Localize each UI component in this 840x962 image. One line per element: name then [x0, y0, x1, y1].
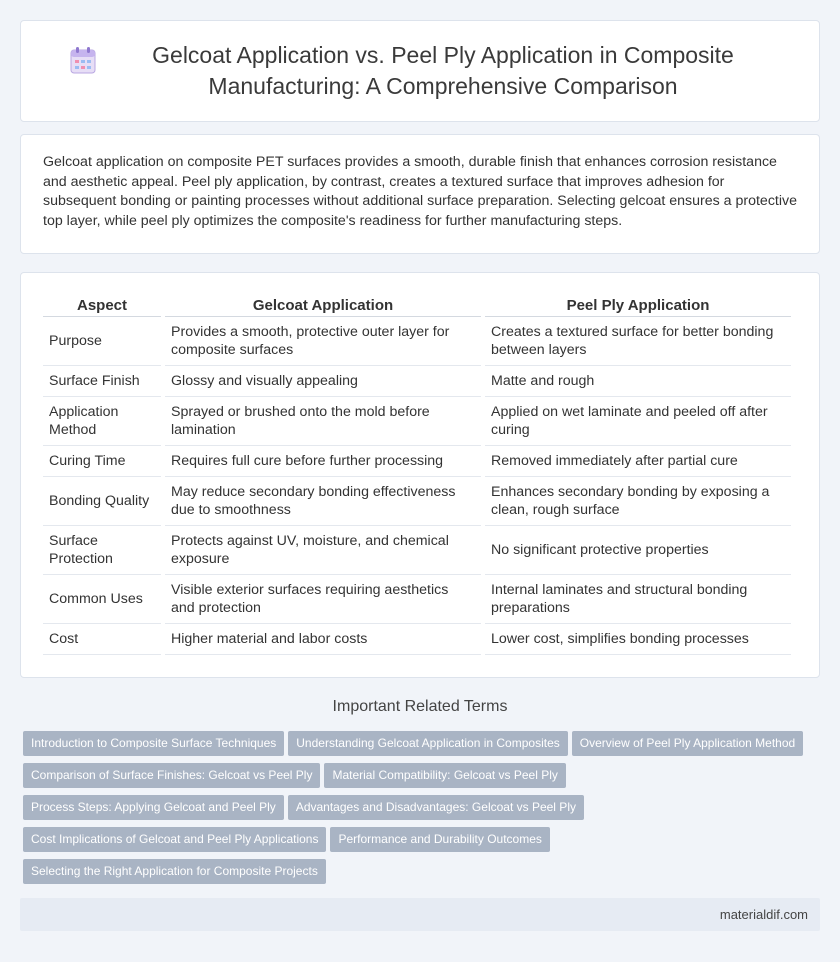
cell-gelcoat: Visible exterior surfaces requiring aesthetics and protection — [165, 575, 481, 624]
title-card — [20, 20, 820, 122]
table-row — [43, 624, 791, 655]
cell-gelcoat: Sprayed or brushed onto the mold before lamination — [165, 397, 481, 446]
cell-aspect: Cost — [43, 624, 161, 655]
cell-peel-ply: Creates a textured surface for better bonding between layers — [485, 317, 791, 366]
related-term-link[interactable]: Cost Implications of Gelcoat and Peel Ply Applications — [23, 827, 326, 852]
cell-peel-ply: Applied on wet laminate and peeled off after curing — [485, 397, 791, 446]
cell-peel-ply: Matte and rough — [485, 366, 791, 397]
cell-aspect: Bonding Quality — [43, 477, 161, 526]
footer-site-link[interactable]: materialdif.com — [719, 907, 808, 922]
page-title: Gelcoat Application vs. Peel Ply Application in Composite Manufacturing: A Comprehensive Comparison — [152, 42, 734, 99]
related-term-link[interactable]: Understanding Gelcoat Application in Composites — [288, 731, 567, 756]
cell-gelcoat: Protects against UV, moisture, and chemical exposure — [165, 526, 481, 575]
column-header-aspect: Aspect — [43, 291, 161, 317]
cell-gelcoat: May reduce secondary bonding effectiveness due to smoothness — [165, 477, 481, 526]
table-row — [43, 366, 791, 397]
table-row — [43, 317, 791, 366]
related-term-link[interactable]: Process Steps: Applying Gelcoat and Peel Ply — [23, 795, 284, 820]
cell-gelcoat: Provides a smooth, protective outer layer for composite surfaces — [165, 317, 481, 366]
table-row — [43, 477, 791, 526]
cell-peel-ply: No significant protective properties — [485, 526, 791, 575]
cell-gelcoat: Higher material and labor costs — [165, 624, 481, 655]
cell-aspect: Application Method — [43, 397, 161, 446]
cell-aspect: Surface Protection — [43, 526, 161, 575]
cell-aspect: Surface Finish — [43, 366, 161, 397]
cell-peel-ply: Enhances secondary bonding by exposing a clean, rough surface — [485, 477, 791, 526]
intro-card — [20, 134, 820, 254]
table-row — [43, 397, 791, 446]
related-term-link[interactable]: Comparison of Surface Finishes: Gelcoat vs Peel Ply — [23, 763, 320, 788]
cell-peel-ply: Lower cost, simplifies bonding processes — [485, 624, 791, 655]
intro-paragraph: Gelcoat application on composite PET surfaces provides a smooth, durable finish that enhances corrosion resistance and aesthetic appeal. Peel ply application, by contrast, creates a textured surface that improves adhesion for subsequent bonding or painting processes without additional surface preparation. Selecting gelcoat ensures a protective top layer, while peel ply optimizes the composite's readiness for further manufacturing steps. — [43, 154, 797, 229]
footer — [20, 898, 820, 931]
cell-gelcoat: Requires full cure before further processing — [165, 446, 481, 477]
related-term-link[interactable]: Advantages and Disadvantages: Gelcoat vs Peel Ply — [288, 795, 584, 820]
comparison-table — [39, 291, 795, 655]
cell-aspect: Curing Time — [43, 446, 161, 477]
table-row — [43, 575, 791, 624]
related-term-link[interactable]: Overview of Peel Ply Application Method — [572, 731, 803, 756]
cell-peel-ply: Removed immediately after partial cure — [485, 446, 791, 477]
related-term-link[interactable]: Selecting the Right Application for Composite Projects — [23, 859, 326, 884]
table-row — [43, 526, 791, 575]
related-term-link[interactable]: Material Compatibility: Gelcoat vs Peel Ply — [324, 763, 565, 788]
calendar-icon — [70, 46, 96, 74]
cell-aspect: Common Uses — [43, 575, 161, 624]
related-terms-heading: Important Related Terms — [332, 698, 508, 715]
related-terms-list — [23, 731, 823, 891]
cell-aspect: Purpose — [43, 317, 161, 366]
related-term-link[interactable]: Performance and Durability Outcomes — [330, 827, 549, 852]
cell-gelcoat: Glossy and visually appealing — [165, 366, 481, 397]
related-term-link[interactable]: Introduction to Composite Surface Techniques — [23, 731, 284, 756]
column-header-gelcoat: Gelcoat Application — [165, 291, 481, 317]
table-row — [43, 446, 791, 477]
cell-peel-ply: Internal laminates and structural bonding preparations — [485, 575, 791, 624]
table-header-row — [43, 291, 791, 317]
comparison-table-card — [20, 272, 820, 678]
title-wrap — [70, 40, 770, 102]
column-header-peel-ply: Peel Ply Application — [485, 291, 791, 317]
